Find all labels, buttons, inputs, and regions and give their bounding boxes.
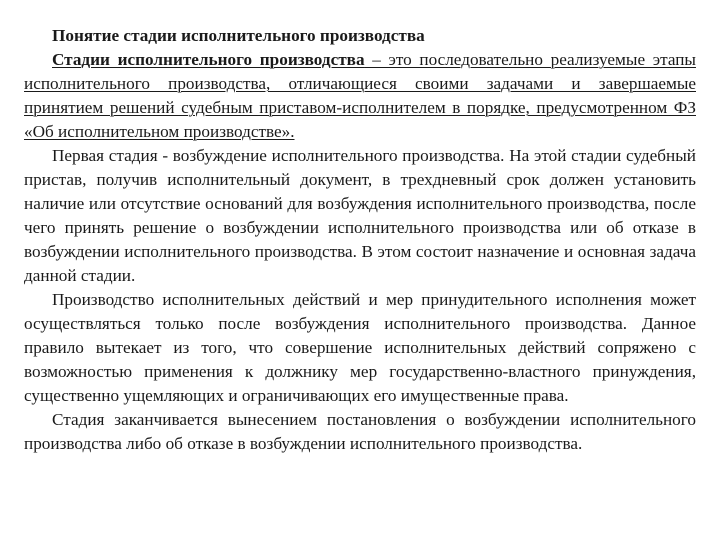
definition-term: Стадии исполнительного производства — [52, 50, 365, 69]
definition-paragraph — [24, 48, 696, 144]
paragraph-first-stage: Первая стадия - возбуждение исполнительного производства. На этой стадии судебный пристав, получив исполнительный документ, в трехдневный срок должен установить наличие или отсутствие оснований для возбуждения исполнительного производства, после чего принять решение о возбуждении исполнительного производства или об отказе в возбуждении исполнительного производства. В этом состоит назначение и основная задача данной стадии. — [24, 146, 696, 285]
slide-title: Понятие стадии исполнительного производства — [52, 26, 425, 45]
definition-text: – это последовательно реализуемые этапы исполнительного производства, отличающиеся своими задачами и завершаемые принятием решений судебным приставом-исполнителем в порядке, предусмотренном ФЗ «Об исполнительном производстве». — [24, 50, 696, 141]
paragraph-enforcement-actions: Производство исполнительных действий и мер принудительного исполнения может осуществляться только после возбуждения исполнительного производства. Данное правило вытекает из того, что совершение исполнительных действий сопряжено с возможностью применения к должнику мер государственно-властного принуждения, существенно ущемляющих и ограничивающих его имущественные права. — [24, 290, 696, 405]
paragraph-stage-completion: Стадия заканчивается вынесением постановления о возбуждении исполнительного производства либо об отказе в возбуждении исполнительного производства. — [24, 410, 696, 453]
text-content — [24, 24, 696, 456]
